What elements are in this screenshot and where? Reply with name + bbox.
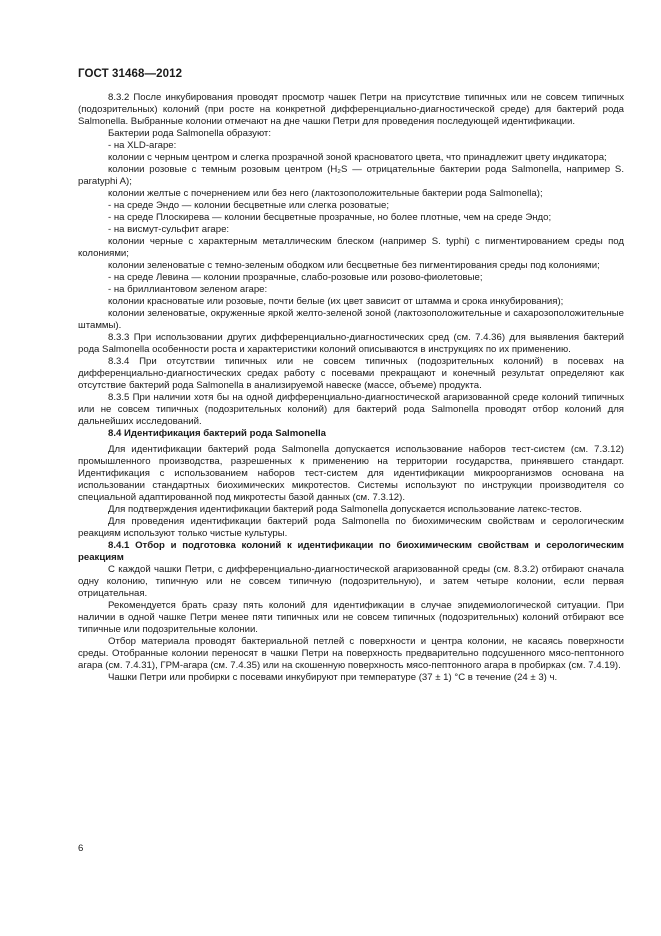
paragraph: - на висмут-сульфит агаре: [108,224,230,235]
paragraph: 8.3.4 При отсутствии типичных или не совсем типичных (подозрительных колоний) в посевах на дифференциально-диагностических средах работу с посевами прекращают и конечный результат определяют как отсутствие бактерий рода Salmonella в анализируемой навеске (массе, объеме) продукта. [78,356,624,391]
paragraph: 8.3.2 После инкубирования проводят просмотр чашек Петри на присутствие типичных или не совсем типичных (подозрительных) колоний (при росте на конкретной дифференциально-диагностической среде) для бактерий рода Salmonella. Выбранные колонии отмечают на дне чашки Петри для проведения последующей идентификации. [78,92,624,127]
paragraph: - на бриллиантовом зеленом агаре: [108,284,268,295]
paragraph: колонии красноватые или розовые, почти белые (их цвет зависит от штамма и срока инкубирования); [108,296,564,307]
paragraph: Бактерии рода Salmonella образуют: [108,128,271,139]
document-header: ГОСТ 31468—2012 [78,68,183,80]
subsection-heading: 8.4.1 Отбор и подготовка колоний к идентификации по биохимическим свойствам и серологическим реакциям [78,540,624,563]
paragraph: С каждой чашки Петри, с дифференциально-диагностической агаризованной среды (см. 8.3.2) отбирают сначала одну колонию, типичную или не совсем типичную (подозрительную), и затем четыре колонии, если первая отрицательная. [78,564,624,599]
paragraph: - на среде Левина — колонии прозрачные, слабо-розовые или розово-фиолетовые; [108,272,483,283]
paragraph: - на XLD-агаре: [108,140,177,151]
page-number: 6 [78,843,84,854]
paragraph: колонии с черным центром и слегка прозрачной зоной красноватого цвета, что принадлежит цвету индикатора; [108,152,607,163]
paragraph: колонии зеленоватые, окруженные яркой желто-зеленой зоной (лактозоположительные и сахарозоположительные штаммы). [78,308,624,331]
paragraph: 8.3.3 При использовании других дифференциально-диагностических сред (см. 7.4.36) для выявления бактерий рода Salmonella особенности роста и характеристики колоний описываются в инструкциях по их применению. [78,332,624,355]
paragraph: Отбор материала проводят бактериальной петлей с поверхности и центра колонии, не касаясь поверхности среды. Отобранные колонии переносят в чашки Петри на поверхность предварительно подсушенного мясо-пептонного агара (см. 7.4.31), ГРМ-агара (см. 7.4.35) или на скошенную поверхность мясо-пептонного агара в пробирках (см. 7.4.19). [78,636,624,671]
paragraph: Для проведения идентификации бактерий рода Salmonella по биохимическим свойствам и серологическим реакциям используют только чистые культуры. [78,516,624,539]
paragraph: колонии черные с характерным металлическим блеском (например S. typhi) с пигментированием среды под колониями; [78,236,624,259]
paragraph: колонии розовые с темным розовым центром (H₂S — отрицательные бактерии рода Salmonella, например S. paratyphi A); [78,164,624,187]
paragraph: - на среде Эндо — колонии бесцветные или слегка розоватые; [108,200,390,211]
paragraph: колонии зеленоватые с темно-зеленым ободком или бесцветные без пигментирования среды под колониями; [108,260,600,271]
paragraph: колонии желтые с почернением или без него (лактозоположительные бактерии рода Salmonella); [108,188,543,199]
section-heading: 8.4 Идентификация бактерий рода Salmonella [108,428,326,439]
paragraph: Рекомендуется брать сразу пять колоний для идентификации в случае эпидемиологической ситуации. При наличии в одной чашке Петри менее пяти типичных или не совсем типичных (подозрительных) колоний отбирают все типичные или подозрительные колонии. [78,600,624,635]
paragraph: Для идентификации бактерий рода Salmonella допускается использование наборов тест-систем (см. 7.3.12) промышленного производства, разрешенных к применению на территории государства, принявшего стандарт. Идентификация с использованием наборов тест-систем для идентификации микроорганизмов основана на использовании стандартных биохимических микротестов. Системы используют по инструкции производителя со специальной адаптированной под микротесты базой данных (см. 7.3.12). [78,444,624,503]
document-body [78,92,624,684]
paragraph: Для подтверждения идентификации бактерий рода Salmonella допускается использование латекс-тестов. [108,504,582,515]
paragraph: - на среде Плоскирева — колонии бесцветные прозрачные, но более плотные, чем на среде Эндо; [108,212,552,223]
paragraph: Чашки Петри или пробирки с посевами инкубируют при температуре (37 ± 1) °С в течение (24 ± 3) ч. [108,672,558,683]
paragraph: 8.3.5 При наличии хотя бы на одной дифференциально-диагностической агаризованной среде колоний типичных или не совсем типичных (подозрительных колоний) для бактерий рода Salmonella проводят отбор колоний для дальнейших исследований. [78,392,624,427]
